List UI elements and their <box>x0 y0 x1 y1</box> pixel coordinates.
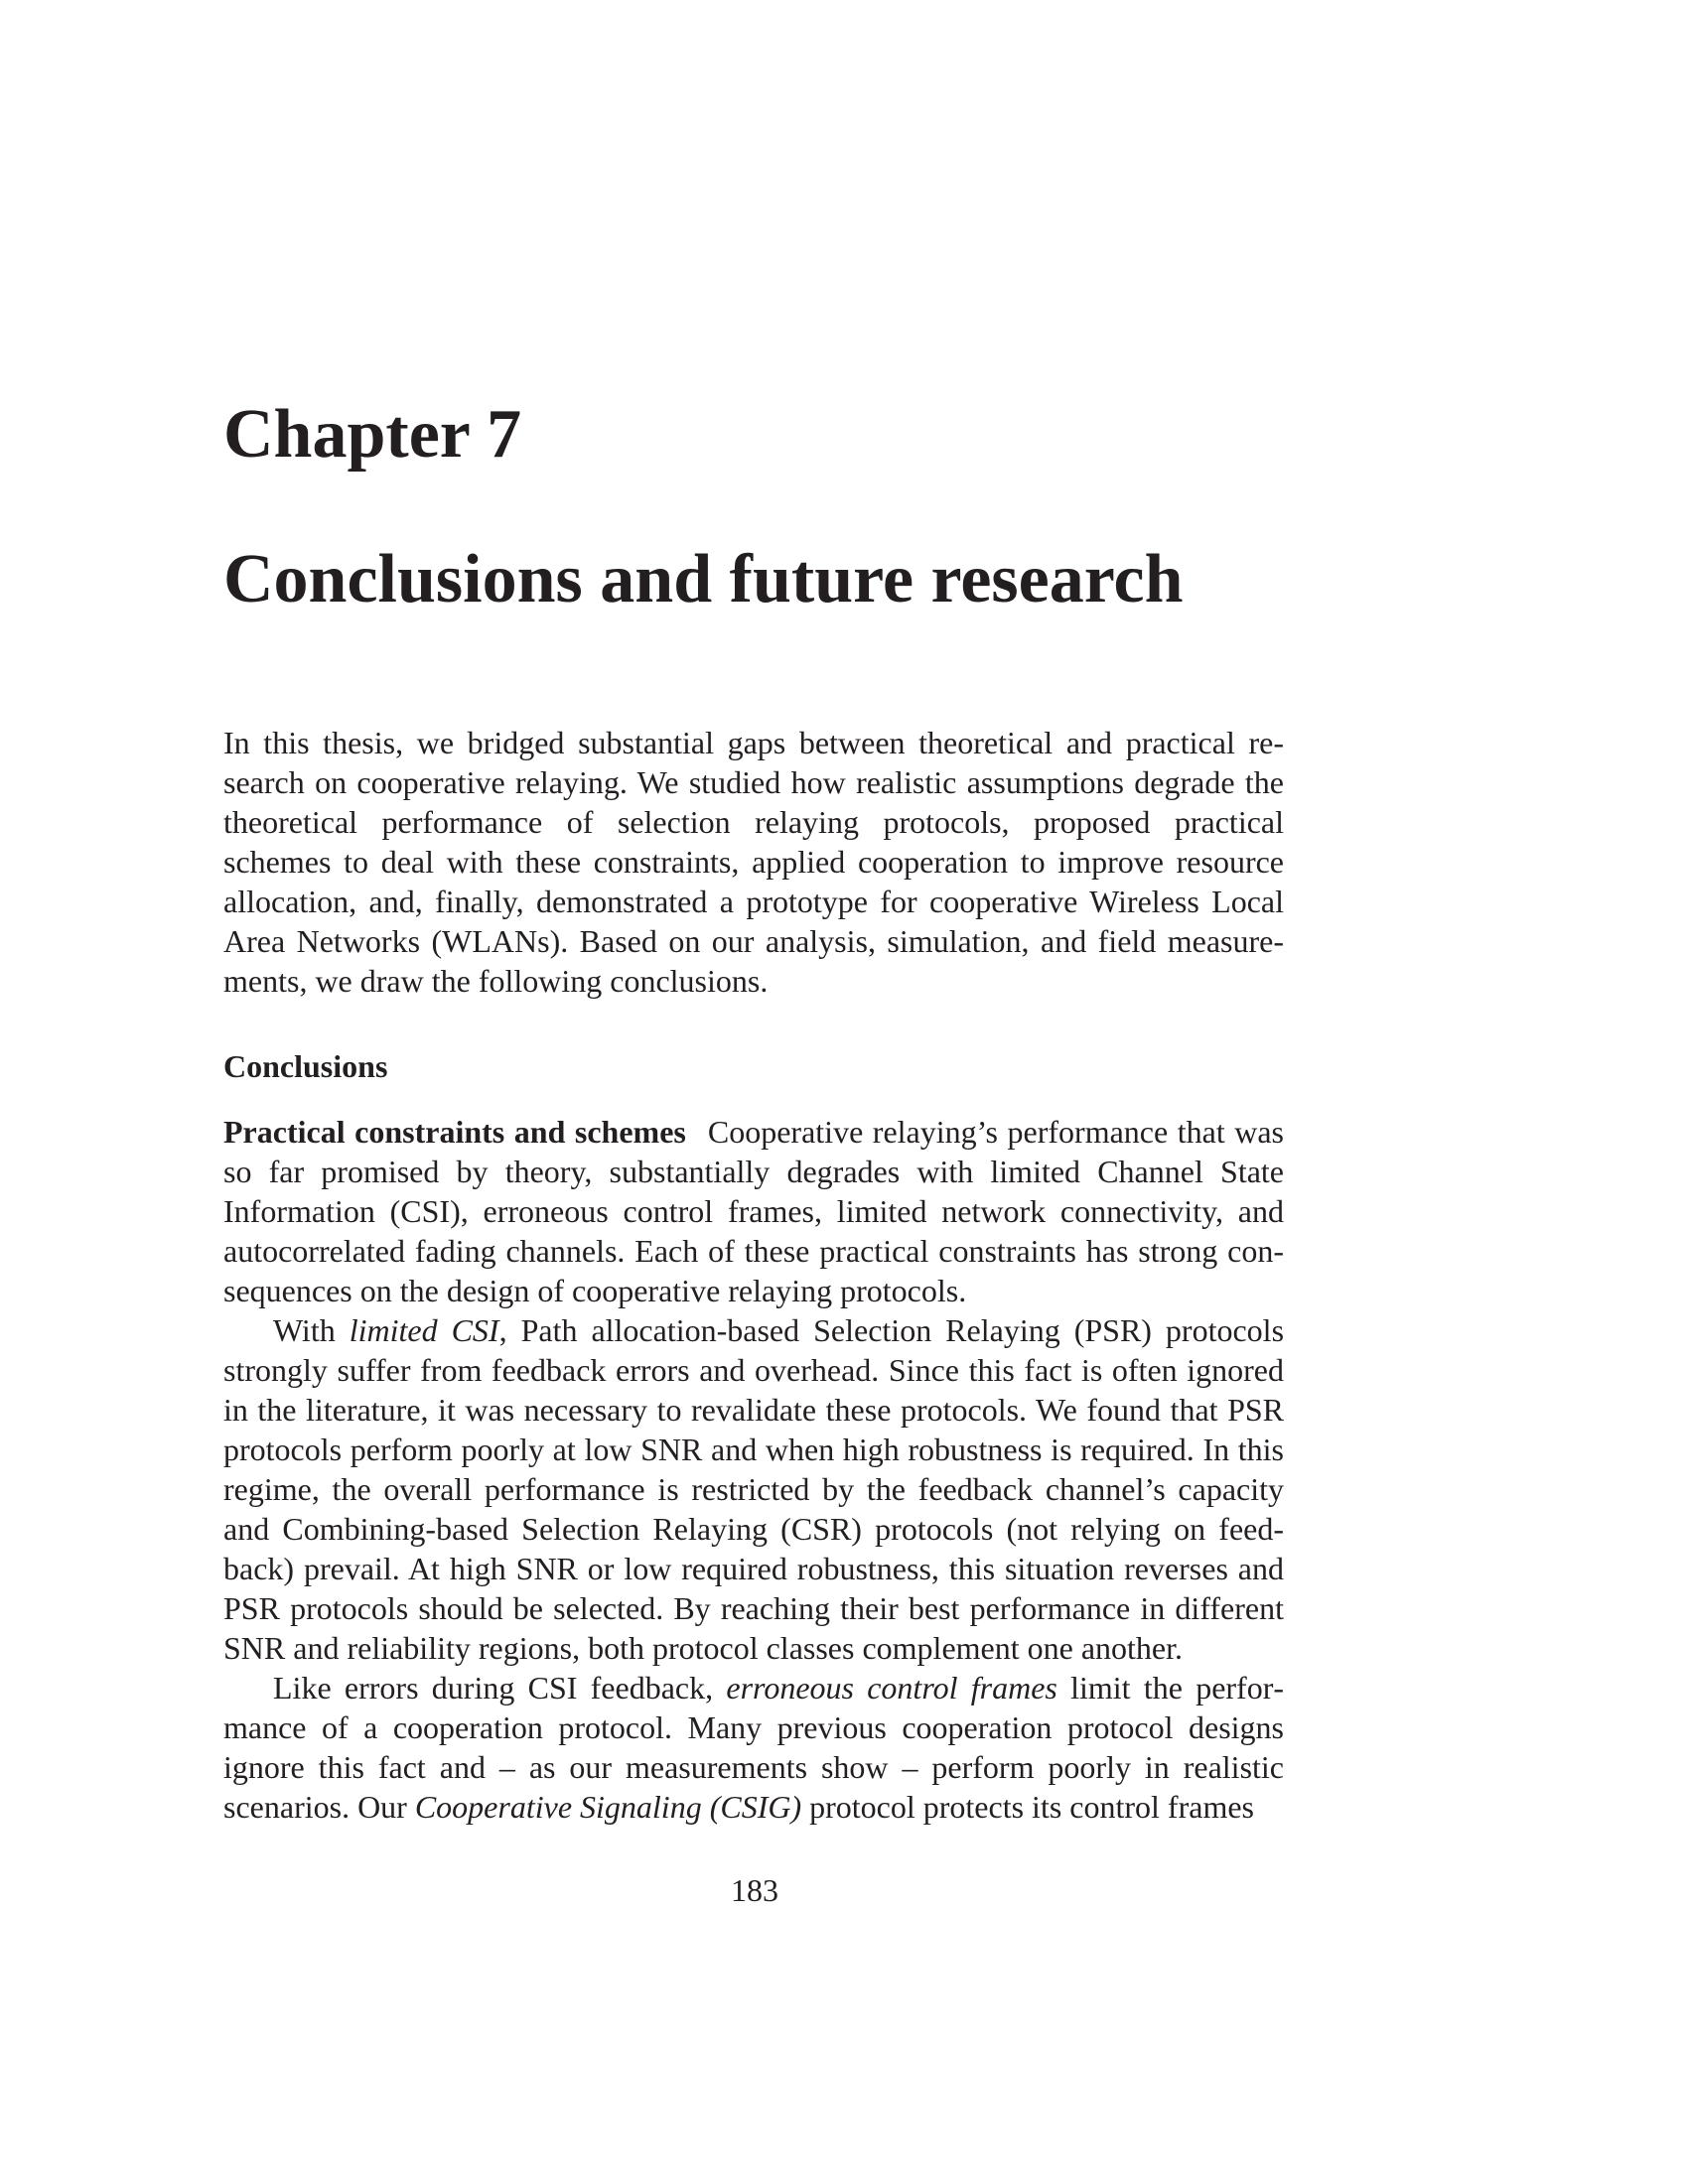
emphasis-text: erroneous control frames <box>726 1670 1057 1706</box>
chapter-label: Chapter 7 <box>223 396 522 473</box>
emphasis-text: Cooperative Signaling (CSIG) <box>414 1789 802 1825</box>
section-heading: Conclusions <box>223 1048 388 1084</box>
paragraph-text: , Path allocation-based Selection Relaying (PSR) protocols strongly suffer from feedback errors and overhead. Since this fact is often ignored in the literature, it was necessary to revalidate these protocols. We found that PSR protocols perform poorly at low SNR and when high robustness is required. In this regime, the overall performance is restricted by the feedback channel’s capacity and Combining-based Selection Relaying (CSR) protocols (not relying on feedback) prevail. At high SNR or low required robustness, this situation reverses and PSR protocols should be selected. By reaching their best performance in different SNR and reliability regions, both protocol classes complement one another. <box>223 1312 1285 1666</box>
page-number: 183 <box>731 1872 778 1908</box>
emphasis-text: limited CSI <box>349 1312 499 1348</box>
paragraph-text: Like errors during CSI feedback, <box>273 1670 727 1706</box>
paragraph-limited-csi <box>223 1310 1284 1668</box>
run-in-heading: Practical constraints and schemes <box>223 1114 686 1150</box>
paragraph-text: With <box>273 1312 350 1348</box>
paragraph-practical-constraints <box>223 1112 1284 1310</box>
intro-paragraph: In this thesis, we bridged substantial gaps between theoretical and practical research on cooperative relaying. We studied how realistic assumptions degrade the theoretical performance of selection relaying protocols, proposed practical schemes to deal with these constraints, applied cooperation to improve resource allocation, and, finally, demonstrated a prototype for cooperative Wireless Local Area Networks (WLANs). Based on our analysis, simulation, and field measurements, we draw the following conclusions. <box>223 725 1284 999</box>
paragraph-text: protocol protects its control frames <box>801 1789 1254 1825</box>
body-text <box>223 723 1284 1827</box>
paragraph-control-frames <box>223 1668 1284 1827</box>
chapter-title: Conclusions and future research <box>223 541 1184 617</box>
paragraph-text: limit the performance of a cooperation protocol. Many previous cooperation protocol designs ignore this fact and – as our measurements show – perform poorly in realistic scenarios. Our <box>223 1670 1285 1825</box>
paragraph-text: Cooperative relaying’s performance that was so far promised by theory, substantially degrades with limited Channel State Information (CSI), erroneous control frames, limited network connectivity, and autocorrelated fading channels. Each of these practical constraints has strong consequences on the design of cooperative relaying protocols. <box>223 1114 1285 1308</box>
